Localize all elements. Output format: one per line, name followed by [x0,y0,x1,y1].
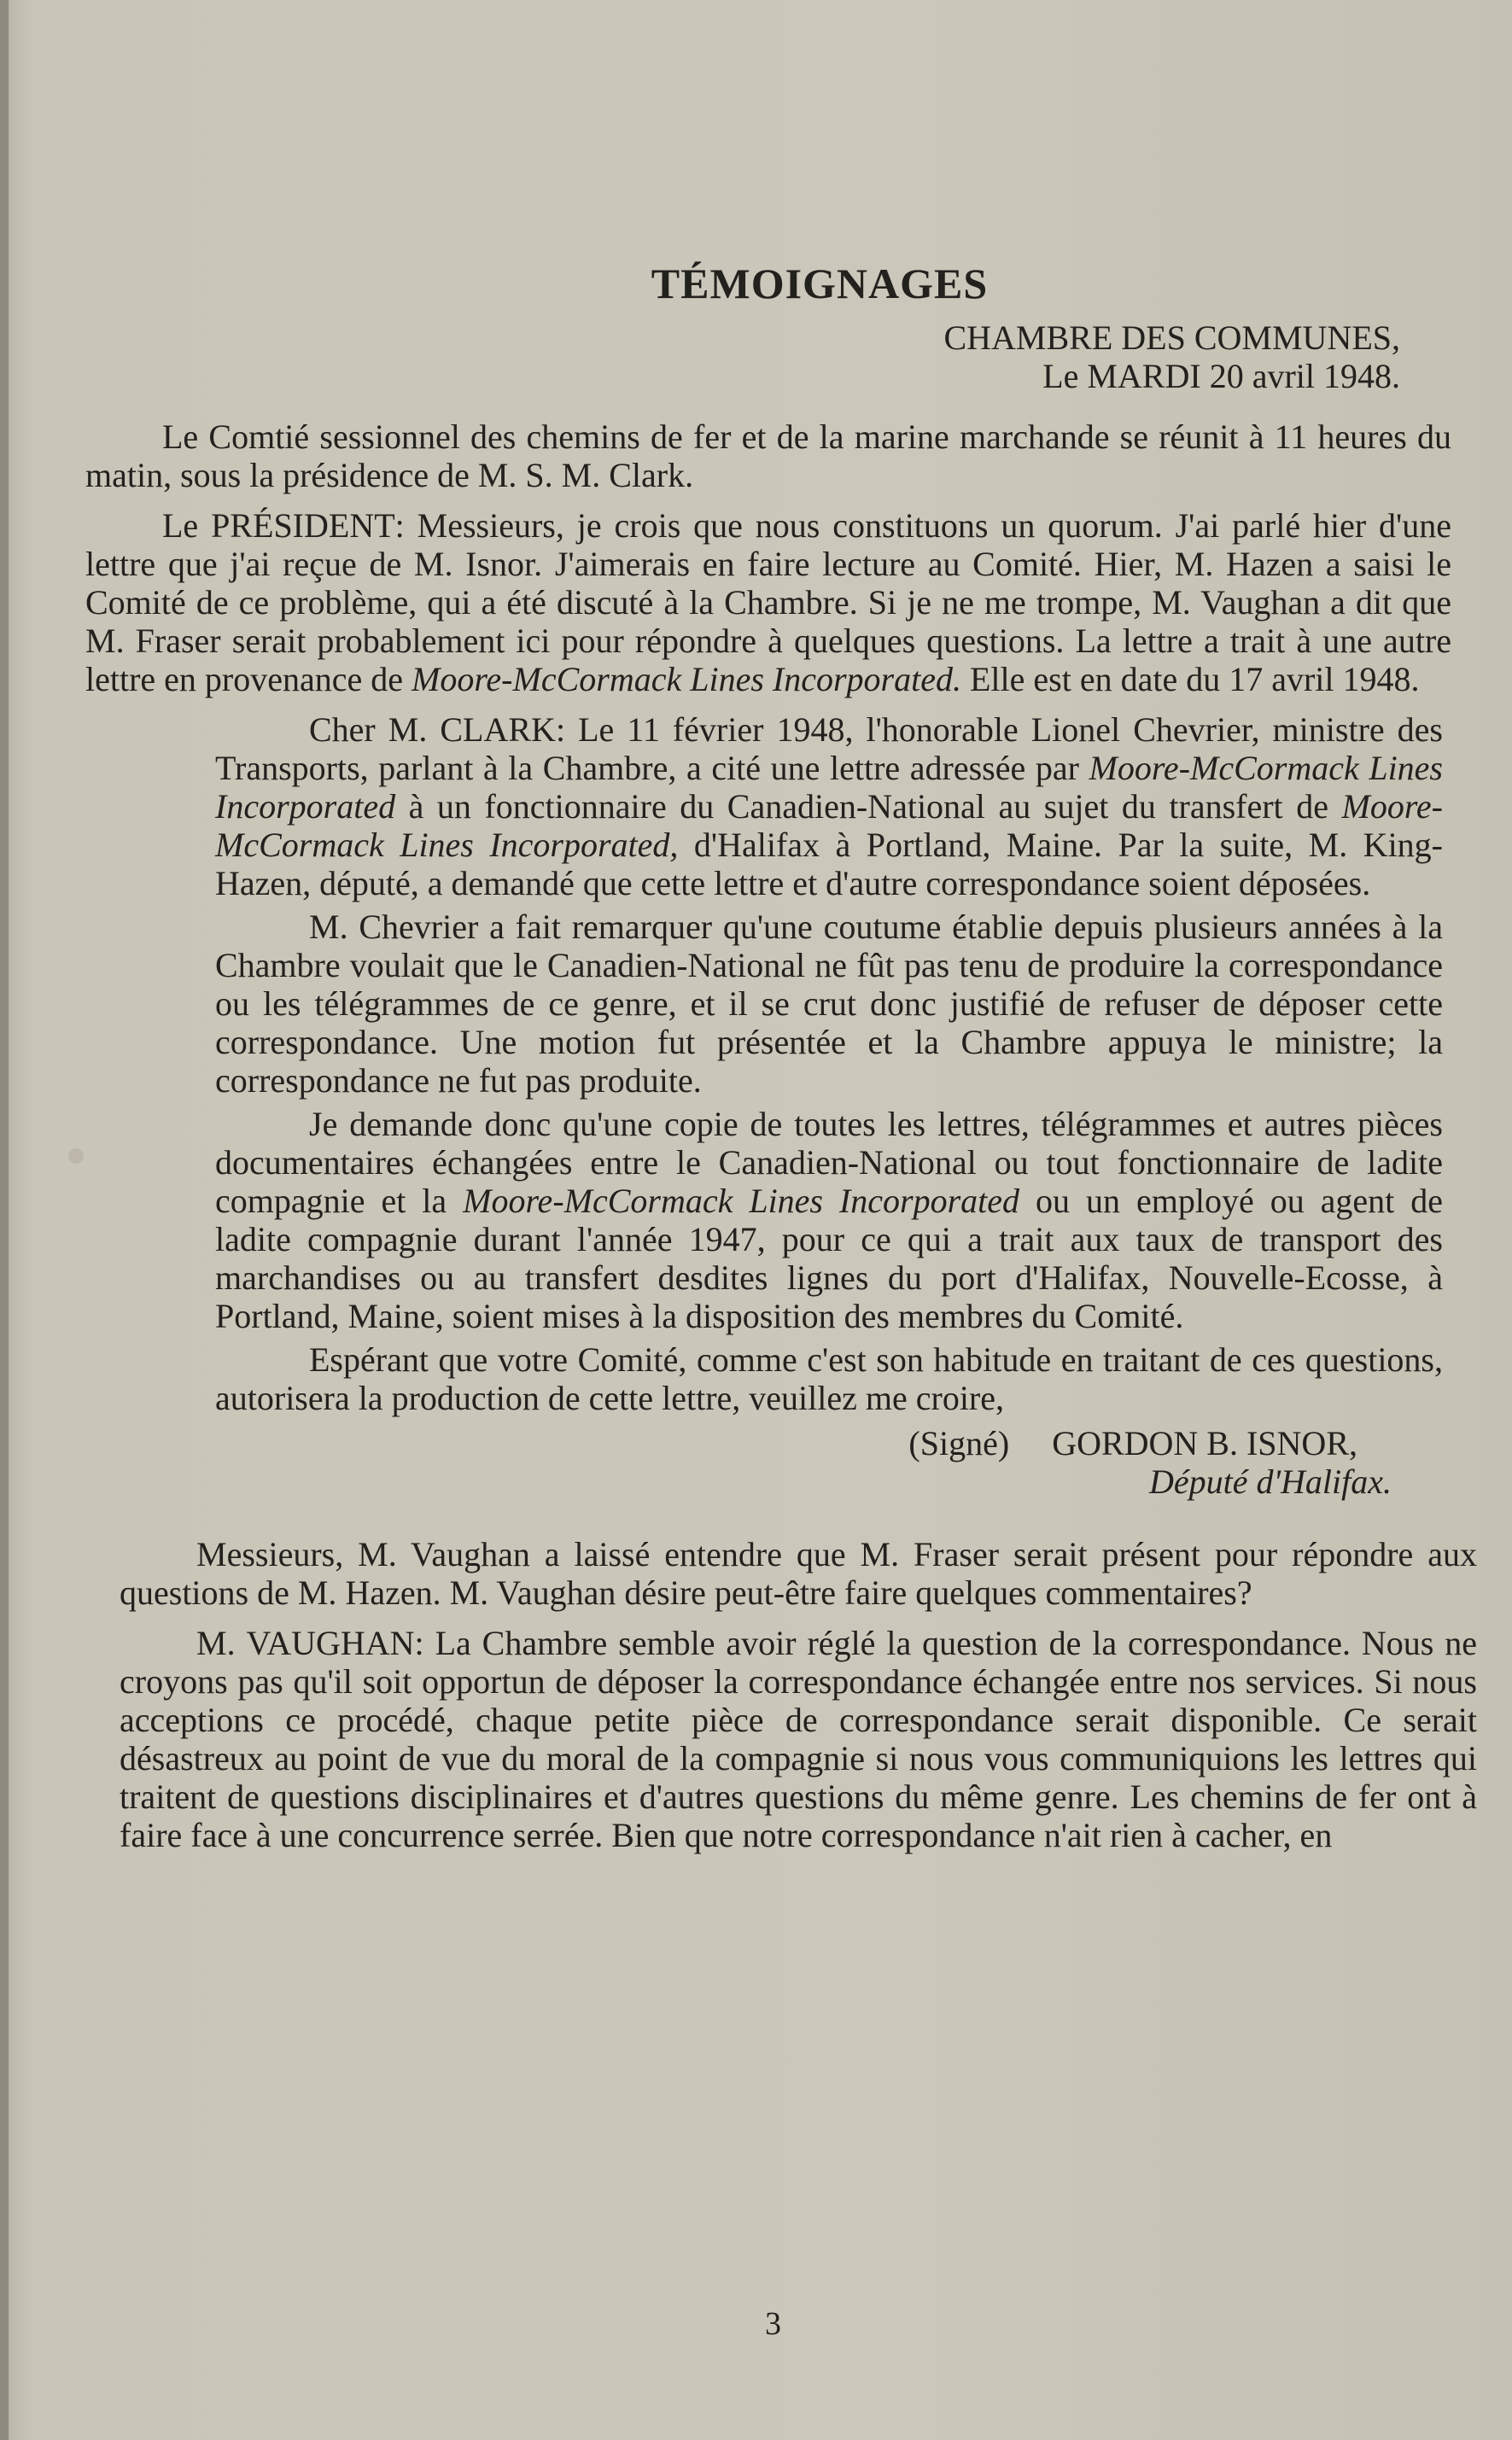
letter-p1-a: : Le 11 février 1948, l'honorable Lionel Chevrier, ministre des Transports, parlant à la Chambre, a cité une lettre adressée par [215,710,1443,787]
paper-stain [68,1148,84,1164]
speaker-vaughan: VAUGHAN [246,1624,415,1662]
president-paragraph [85,506,1451,698]
signed-mark: (Signé) [908,1424,1010,1462]
letter-paragraph-2: M. Chevrier a fait remarquer qu'une coutume établie depuis plusieurs années à la Chambre voulait que le Canadien-National ne fût pas tenu de produire la correspondance ou les télégrammes de ce genre, et il se crut donc justifié de refuser de déposer cette correspondance. Une motion fut présentée et la Chambre appuya le ministre; la correspondance ne fut pas produite. [215,908,1443,1100]
letter-paragraph-3 [215,1105,1443,1335]
president-text: : Messieurs, je crois que nous constituons un quorum. J'ai parlé hier d'une lettre que j'ai reçue de M. Isnor. J'aimerais en faire lecture au Comité. Hier, M. Hazen a saisi le Comité de ce problème, qui a été discuté à la Chambre. Si je ne me trompe, M. Vaughan a dit que M. Fraser serait probablement ici pour répondre à quelques questions. La lettre a trait à une autre lettre en provenance de [85,506,1451,698]
letter-paragraph-4: Espérant que votre Comité, comme c'est son habitude en traitant de ces questions, autorisera la production de cette lettre, veuillez me croire, [215,1340,1443,1417]
post-letter-section [85,1535,1477,1854]
date-day: MARDI [1087,357,1201,395]
letter-p3-a: Je demande donc qu'une copie de toutes les lettres, télégrammes et autres pièces documentaires échangées entre le Canadien-National ou tout fonctionnaire de ladite compagnie et la [215,1105,1443,1220]
vaughan-prefix: M. [196,1624,247,1662]
opening-paragraph: Le Comtié sessionnel des chemins de fer et de la marine marchande se réunit à 11 heures du matin, sous la présidence de M. S. M. Clark. [85,417,1451,494]
company-name: Moore-McCormack Lines Incorporated [215,749,1444,826]
vaughan-paragraph [120,1624,1477,1854]
location-line [85,318,1451,357]
letter-p1-c: d'Halifax à Portland, Maine. Par la suite, M. King-Hazen, député, a demandé que cette lettre et d'autre correspondance soient déposées. [215,826,1444,902]
letter-paragraph-1 [215,710,1443,902]
page-binding-edge [0,0,9,2440]
page-title: TÉMOIGNAGES [651,260,989,307]
date-prefix: Le [1042,357,1088,395]
salutation-prefix: Cher M. [309,710,441,749]
president-text-end: Elle est en date du 17 avril 1948. [960,660,1420,698]
location-text: CHAMBRE DES COMMUNES, [943,318,1400,357]
speaker-president: PRÉSIDENT [211,506,395,545]
president-followup: Messieurs, M. Vaughan a laissé entendre que M. Fraser serait présent pour répondre aux questions de M. Hazen. M. Vaughan désire peut-être faire quelques commentaires? [120,1535,1477,1612]
signature-line [215,1424,1443,1462]
date-line [85,357,1451,395]
vaughan-text: : La Chambre semble avoir réglé la question de la correspondance. Nous ne croyons pas qu'il soit opportun de déposer la correspondance échangée entre nos services. Si nous acceptions ce procédé, chaque petite pièce de correspondance serait disponible. Ce serait désastreux au point de vue du moral de la compagnie si nous vous communiquions les lettres qui traitent de questions disciplinaires et d'autres questions du même genre. Les chemins de fer ont à faire face à une concurrence serrée. Bien que notre correspondance n'ait rien à cacher, en [120,1624,1477,1854]
company-name: Moore-McCormack Lines Incorporated, [215,787,1443,864]
quoted-letter [215,710,1443,1501]
letter-p3-b: ou un employé ou agent de ladite compagnie durant l'année 1947, pour ce qui a trait aux taux de transport des marchandises ou au transfert desdites lignes du port d'Halifax, Nouvelle-Ecosse, à Portland, Maine, soient mises à la disposition des membres du Comité. [215,1182,1444,1335]
letter-p1-b: à un fonctionnaire du Canadien-National au sujet du transfert de [395,787,1342,826]
company-name: Moore-McCormack Lines Incorporated. [412,660,961,698]
document-body [85,260,1477,1866]
president-prefix: Le [162,506,212,545]
signatory-title: Député d'Halifax. [1148,1462,1392,1501]
signatory-name: GORDON B. ISNOR, [1052,1424,1357,1462]
page-number: 3 [765,2306,781,2342]
date-rest: 20 avril 1948. [1200,357,1400,395]
salutation-name: CLARK [440,710,556,749]
company-name: Moore-McCormack Lines Incorporated [463,1182,1020,1220]
